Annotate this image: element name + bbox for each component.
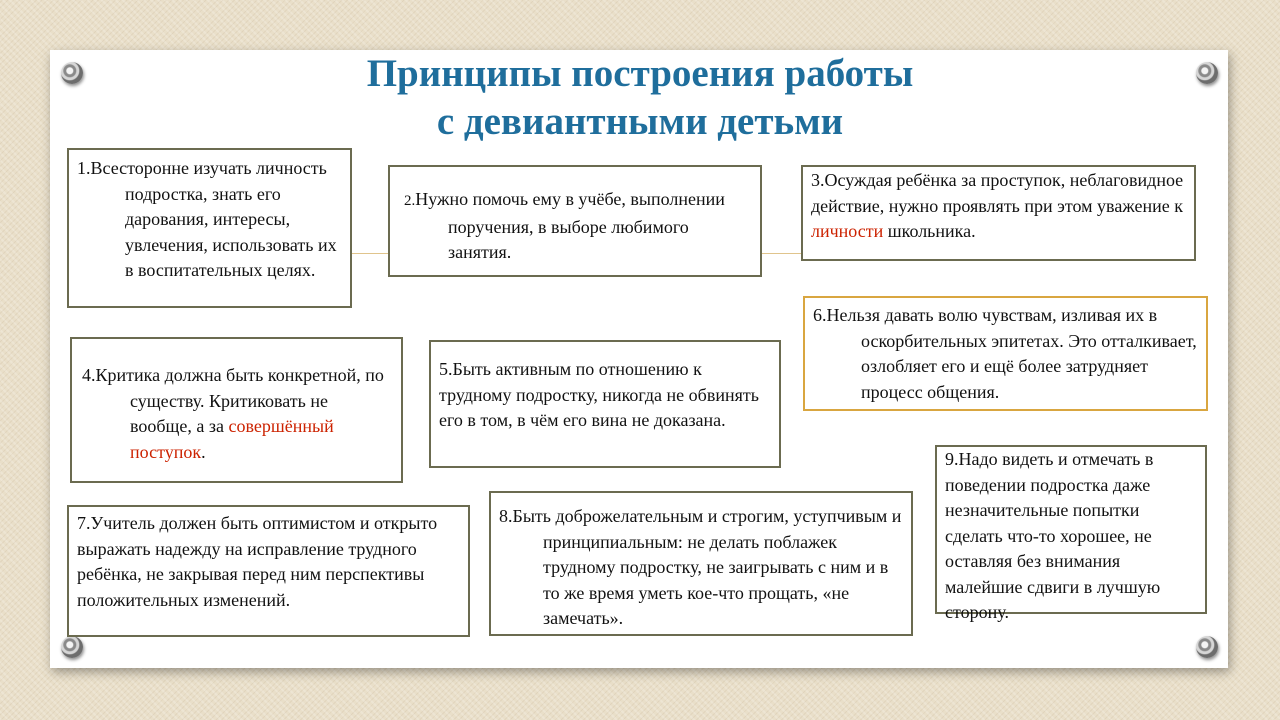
slide-title-line1: Принципы построения работы xyxy=(366,52,914,95)
principle-3-highlight: личности xyxy=(811,221,884,241)
principle-2-text: Нужно помочь ему в учёбе, выполнении поручения, в выборе любимого занятия. xyxy=(415,189,725,262)
principle-3-paragraph xyxy=(811,168,1186,245)
principle-4-text-end: . xyxy=(201,441,206,462)
principle-box-6 xyxy=(803,296,1208,411)
principle-2-number: 2. xyxy=(404,193,416,209)
principle-6-text: 6.Нельзя давать волю чувствам, изливая их в оскорбительных эпитетах. Это отталкивает, озлобляет его и ещё более затрудняет процесс общения. xyxy=(813,305,1197,402)
principle-5-text: 5.Быть активным по отношению к трудному подростку, никогда не обвинять его в том, в чём его вина не доказана. xyxy=(439,359,759,430)
principle-box-9 xyxy=(935,445,1207,622)
principle-box-7 xyxy=(67,505,470,637)
principle-8-text: 8.Быть доброжелательным и строгим, уступчивым и принципиальным: не делать поблажек трудному подростку, не заигрывать с ним и в то же время уметь кое-что прощать, «не замечать». xyxy=(499,506,902,628)
principle-2-paragraph xyxy=(404,187,752,266)
principle-box-2 xyxy=(388,165,762,277)
connector-line-right xyxy=(762,253,802,254)
principle-4-highlight: совершённый поступок xyxy=(130,416,334,462)
connector-line-left xyxy=(352,253,390,254)
principle-4-text: 4.Критика должна быть конкретной, по существу. Критиковать не вообще, а за xyxy=(82,365,384,436)
principle-4-paragraph xyxy=(82,363,393,465)
pin-bottom-right-icon xyxy=(1196,636,1218,658)
principle-box-5 xyxy=(429,340,781,468)
principle-7-text: 7.Учитель должен быть оптимистом и открыто выражать надежду на исправление трудного ребёнка, не закрывая перед ним перспективы положительных изменений. xyxy=(77,513,438,610)
principle-3-text: 3.Осуждая ребёнка за проступок, неблаговидное действие, нужно проявлять при этом уважение к xyxy=(811,170,1184,216)
slide-title-line2: с девиантными детьми xyxy=(436,100,844,143)
principle-9-text: 9.Надо видеть и отмечать в поведении подростка даже незначительные попытки сделать что-то хорошее, не оставляя без внимания малейшие сдвиги в лучшую сторону. xyxy=(945,449,1161,622)
principle-box-1 xyxy=(67,148,352,308)
principle-box-8 xyxy=(489,491,913,636)
principle-box-4 xyxy=(70,337,403,483)
principle-1-text: 1.Всесторонне изучать личность подростка, знать его дарования, интересы, увлечения, использовать их в воспитательных целях. xyxy=(77,158,337,280)
principle-box-3 xyxy=(801,165,1196,261)
principle-3-text-end: школьника. xyxy=(883,221,976,241)
pin-bottom-left-icon xyxy=(61,636,83,658)
